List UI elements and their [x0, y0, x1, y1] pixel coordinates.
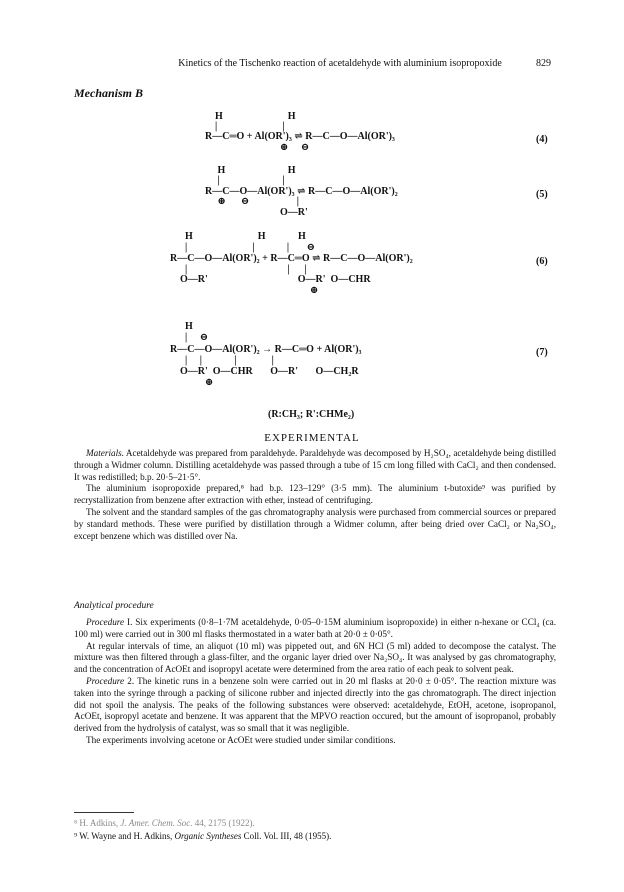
footnote-9: [74, 831, 554, 841]
procedure-label: Procedure: [86, 675, 125, 686]
equation-number: (7): [536, 347, 548, 358]
running-header-title: Kinetics of the Tischenko reaction of acetaldehyde with aluminium isopropoxide: [178, 58, 502, 69]
footnote-rest: Coll. Vol. III, 48 (1955).: [241, 831, 332, 841]
paragraph: The solvent and the standard samples of the gas chromatography analysis were purchased from commercial sources or prepared by standard methods. These were purified by distillation through a Widmer column, after being dried over CaCl₂ or Na₂SO₄, except benzene which was distilled over Na.: [74, 506, 556, 541]
paragraph: [74, 676, 556, 735]
equation-line: H H H: [170, 231, 306, 242]
paragraph-text: I. Six experiments (0·8–1·7M acetaldehyde, 0·05–0·15M aluminium isopropoxide) in either n-hexane or CCl₄ (ca. 100 ml) were carried out in 300 ml flasks thermostated in a water bath at 20·0 ± 0·05°.: [74, 617, 556, 639]
paragraph: [74, 617, 556, 641]
equation-line: ⊕: [170, 285, 319, 296]
equation-line: | |: [205, 175, 285, 186]
paragraph: The experiments involving acetone or AcOEt were studied under similar conditions.: [86, 734, 396, 745]
equation-line: R—C—O—Al(OR')₂ → R—C═O + Al(OR')₃: [170, 344, 362, 355]
equation-line: O—R': [205, 207, 308, 218]
footnote-journal: Organic Syntheses: [174, 831, 242, 841]
equation-line: R—C—O—Al(OR')₂ + R—C═O ⇌ R—C—O—Al(OR')₂: [170, 253, 413, 264]
equation-number: (6): [536, 256, 548, 267]
equation-line: | | | |: [170, 355, 274, 366]
equation-line: ⊕ ⊖: [205, 142, 310, 153]
materials-section: [74, 448, 556, 542]
equation-line: H H: [205, 165, 296, 176]
equation-number: (4): [536, 134, 548, 145]
section-heading-experimental: EXPERIMENTAL: [264, 432, 360, 444]
paragraph: At regular intervals of time, an aliquot (10 ml) was pippeted out, and 6N HCl (5 ml) added to decompose the catalyst. The mixture was then filtered through a glass-filter, and the organic layer dried over Na₂SO₄. It was analysed by gas chromatography, and the concentration of AcOEt and isopropyl acetate were determined from the area ratio of each peak to solvent peak.: [74, 640, 556, 675]
equation-line: | | | ⊖: [170, 242, 315, 253]
equation-line: | |: [205, 121, 285, 132]
footnote-authors: W. Wayne and H. Adkins,: [77, 831, 175, 841]
paragraph: The aluminium isopropoxide prepared,⁸ had b.p. 123–129° (3·5 mm). The aluminium t-butoxide⁹ was purified by recrystallization from benzene after extraction with ether, instead of centrifuging.: [74, 483, 556, 506]
page-number: 829: [536, 58, 551, 69]
equation-line: H: [170, 321, 193, 332]
subsection-heading: Analytical procedure: [74, 601, 154, 611]
reaction-condition: (R:CH₃; R':CHMe₂): [268, 409, 355, 420]
mechanism-title: Mechanism B: [74, 86, 144, 100]
footnote-marker: ⁸: [74, 818, 78, 828]
footnote-rest: 44, 2175 (1922).: [192, 818, 255, 828]
equation-number: (5): [536, 189, 548, 200]
equation-line: | | |: [170, 264, 307, 275]
paragraph-text: Acetaldehyde was prepared from paraldehyde. Paraldehyde was decomposed by H₂SO₄, acetaldehyde being distilled through a Widmer column. Distilling acetaldehyde was passed through a tube of 15 cm long filled with CaCl₂ and then condensed. It was redistilled; b.p. 20·5–21·5°.: [74, 448, 557, 482]
procedure-label: Procedure: [86, 617, 125, 627]
footnote-authors: H. Adkins,: [77, 818, 121, 828]
analytical-section: [74, 617, 556, 747]
equation-line: R—C—O—Al(OR')₃ ⇌ R—C—O—Al(OR')₂: [205, 186, 398, 197]
equation-line: O—R' O—R' O—CHR: [170, 274, 371, 285]
equation-line: R—C═O + Al(OR')₃ ⇌ R—C—O—Al(OR')₃: [205, 131, 395, 142]
footnote-marker: ⁹: [74, 831, 78, 841]
paragraph: [74, 448, 556, 483]
equation-line: | ⊖: [170, 332, 209, 343]
footnote-rule: [74, 812, 134, 813]
equation-line: ⊕: [170, 377, 214, 388]
materials-label: Materials.: [86, 448, 125, 458]
footnote-8: [74, 818, 554, 828]
equation-line: ⊕ ⊖ |: [205, 196, 299, 207]
equation-line: H H: [205, 111, 296, 122]
equation-line: O—R' O—CHR O—R' O—CH₂R: [170, 366, 359, 377]
paragraph-text: 2. The kinetic runs in a benzene soln were carried out in 20 ml flasks at 20·0 ± 0·05°. The reaction mixture was taken into the syringe through a packing of silicone rubber and injected directly into the gas chromatograph. The direct injection did not spoil the analysis. The peaks of the following substances were observed: acetaldehyde, EtOH, acetone, isopropanol, AcOEt, isopropyl acetate and benzene. It was apparent that the MPVO reaction occured, but the amount of isopropanol, probably derived from the hydrolysis of catalyst, was so small that it was negligible.: [74, 675, 556, 734]
footnote-journal: J. Amer. Chem. Soc.: [120, 818, 193, 828]
